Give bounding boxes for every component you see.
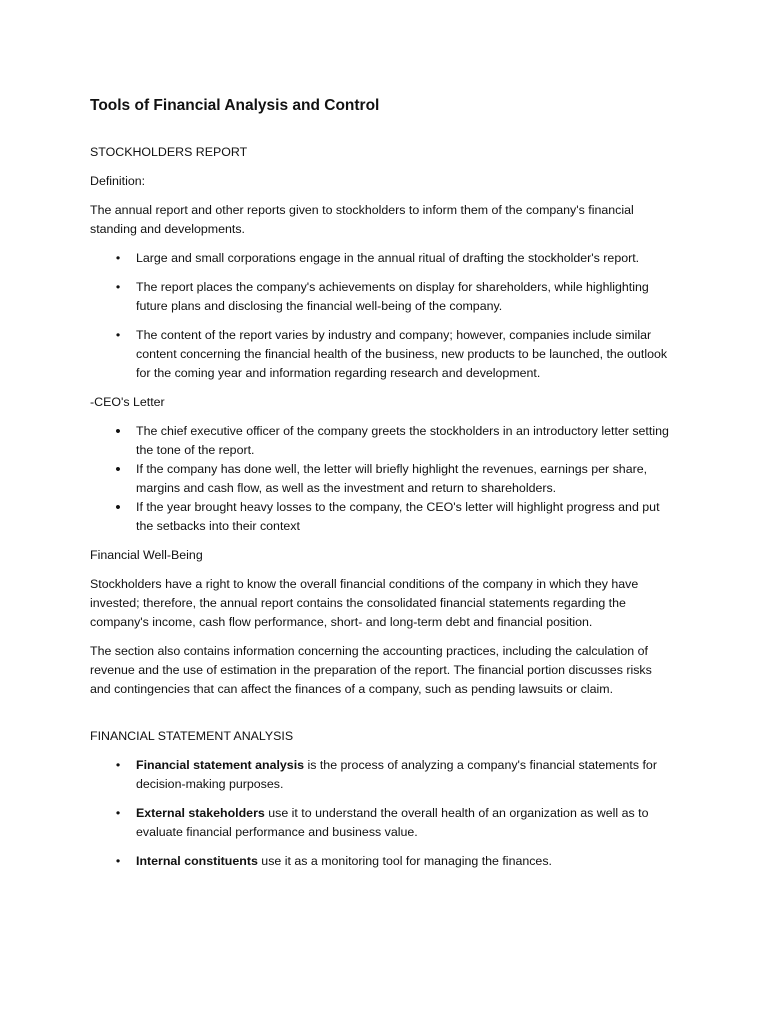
section-heading-stockholders-report: STOCKHOLDERS REPORT: [90, 145, 248, 159]
bullet-icon: •: [115, 423, 121, 440]
list-item-text: use it as a monitoring tool for managing the finances.: [257, 854, 552, 868]
definition-text: The annual report and other reports given to stockholders to inform them of the company's financial standing and developments.: [90, 203, 634, 236]
paragraph: Stockholders have a right to know the overall financial conditions of the company in which they have invested; therefore, the annual report contains the consolidated financial statements regarding the company's income, cash flow performance, short- and long-term debt and financial position.: [90, 577, 639, 629]
term: Financial statement analysis: [136, 758, 305, 772]
list-item: [90, 804, 672, 842]
section-heading-ceo-letter: -CEO's Letter: [90, 395, 165, 409]
list-item-text: If the company has done well, the letter will briefly highlight the revenues, earnings per share, margins and cash flow, as well as the investment and return to shareholders.: [136, 462, 648, 495]
list-item: [90, 422, 672, 460]
list-item-text: The chief executive officer of the company greets the stockholders in an introductory letter setting the tone of the report.: [136, 424, 669, 457]
bullet-icon: •: [115, 280, 121, 294]
financial-statement-analysis-list: [90, 756, 672, 871]
bullet-icon: •: [115, 251, 121, 265]
list-item: [90, 249, 672, 268]
list-item: [90, 498, 672, 536]
bullet-icon: •: [115, 499, 121, 516]
list-item-text: If the year brought heavy losses to the company, the CEO's letter will highlight progress and put the setbacks into their context: [136, 500, 660, 533]
list-item-text: The content of the report varies by industry and company; however, companies include similar content concerning the financial health of the business, new products to be launched, the outlook for the coming year and information regarding research and development.: [136, 328, 668, 380]
bullet-icon: •: [115, 461, 121, 478]
section-heading-financial-well-being: Financial Well-Being: [90, 548, 203, 562]
section-heading-financial-statement-analysis: FINANCIAL STATEMENT ANALYSIS: [90, 729, 294, 743]
bullet-icon: •: [115, 758, 121, 772]
list-item-text: Large and small corporations engage in the annual ritual of drafting the stockholder's report.: [136, 251, 640, 265]
page-title: Tools of Financial Analysis and Control: [90, 97, 380, 114]
list-item-text: The report places the company's achievements on display for shareholders, while highlighting future plans and disclosing the financial well-being of the company.: [136, 280, 649, 313]
list-item: [90, 278, 672, 316]
stockholders-report-list: [90, 249, 672, 383]
list-item: [90, 460, 672, 498]
paragraph: The section also contains information concerning the accounting practices, including the calculation of revenue and the use of estimation in the preparation of the report. The financial portion discusses risks and contingencies that can affect the finances of a company, such as pending lawsuits or claim.: [90, 644, 652, 696]
list-item-text: use it to understand the overall health of an organization as well as to evaluate financial performance and business value.: [136, 806, 649, 839]
ceo-letter-list: [90, 422, 672, 536]
bullet-icon: •: [115, 328, 121, 342]
definition-label: Definition:: [90, 174, 146, 188]
bullet-icon: •: [115, 854, 121, 868]
list-item: [90, 852, 672, 871]
spacer: [90, 709, 672, 727]
term: Internal constituents: [136, 854, 258, 868]
term: External stakeholders: [136, 806, 265, 820]
list-item: [90, 326, 672, 383]
bullet-icon: •: [115, 806, 121, 820]
list-item: [90, 756, 672, 794]
list-item-text: is the process of analyzing a company's financial statements for decision-making purposes.: [136, 758, 657, 791]
